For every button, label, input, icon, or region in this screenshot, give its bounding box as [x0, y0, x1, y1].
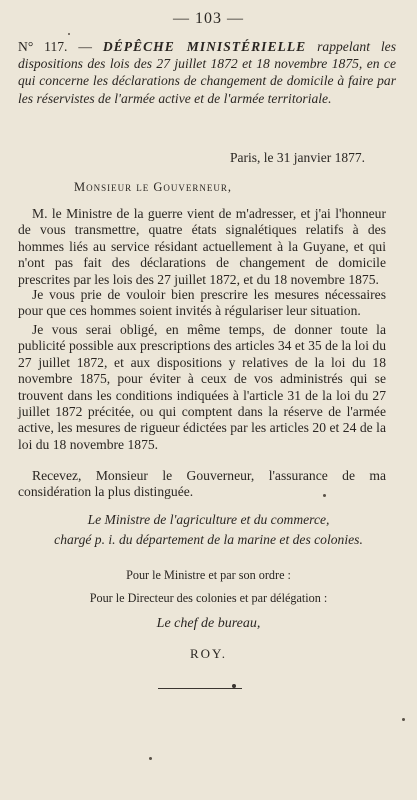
- paper-speck: [323, 494, 326, 497]
- paragraph-3: Je vous serai obligé, en même temps, de donner toute la publicité possible aux prescriptions des articles 34 et 35 de la loi du 27 juillet 1872, et aux dispositions y relatives de la loi du 18 novembre 1875, pour éviter à ceux de vos administrés qui se trouvent dans les conditions indiquées à l'article 31 de la loi du 27 juillet 1872 précitée, ou qui comptent dans la réserve de l'armée active, les mesures de rigueur édictées par les articles 20 et 24 de la loi du 18 novembre 1875.: [18, 322, 386, 452]
- dispatch-heading: [18, 38, 396, 107]
- signature-chef: Le chef de bureau,: [156, 616, 261, 631]
- signature-department: chargé p. i. du département de la marine et des colonies.: [54, 532, 363, 547]
- dispatch-subject: rappelant les dispositions des lois des 27 juillet 1872 et 18 novembre 1875, en ce qui concerne les déclarations de changement de domicile à faire par les réservistes de l'armée active et de l'armée territoriale.: [18, 39, 396, 106]
- paragraph-4: Recevez, Monsieur le Gouverneur, l'assurance de ma considération la plus distinguée.: [18, 468, 386, 500]
- paper-speck: [149, 757, 152, 760]
- dispatch-title: DÉPÊCHE MINISTÉRIELLE: [102, 39, 307, 54]
- signature-delegation-line: Pour le Directeur des colonies et par délégation :: [89, 591, 328, 605]
- paragraph-2: Je vous prie de vouloir bien prescrire les mesures nécessaires pour que ces hommes soient invités à régulariser leur situation.: [18, 287, 386, 319]
- dispatch-number: N° 117. —: [18, 39, 92, 54]
- paragraph-1: M. le Ministre de la guerre vient de m'adresser, et j'ai l'honneur de vous transmettre, quatre états signalétiques relatifs à des hommes liés au service résidant actuellement à la Guyane, et qui n'ont pas fait des déclarations de changement de domicile prescrites par les lois des 27 juillet 1872, et du 18 novembre 1875.: [18, 206, 386, 287]
- page-number: — 103 —: [173, 10, 244, 27]
- signature-order-line: Pour le Ministre et par son ordre :: [126, 568, 291, 582]
- salutation: Monsieur le Gouverneur,: [74, 180, 233, 194]
- dateline: Paris, le 31 janvier 1877.: [230, 150, 365, 165]
- signature-name: ROY.: [189, 646, 228, 661]
- signature-minister: Le Ministre de l'agriculture et du commerce,: [87, 512, 330, 527]
- closing-rule: [158, 688, 242, 689]
- paper-speck: [402, 718, 405, 721]
- closing-rule-dot: [232, 684, 236, 688]
- paper-speck: [68, 33, 70, 35]
